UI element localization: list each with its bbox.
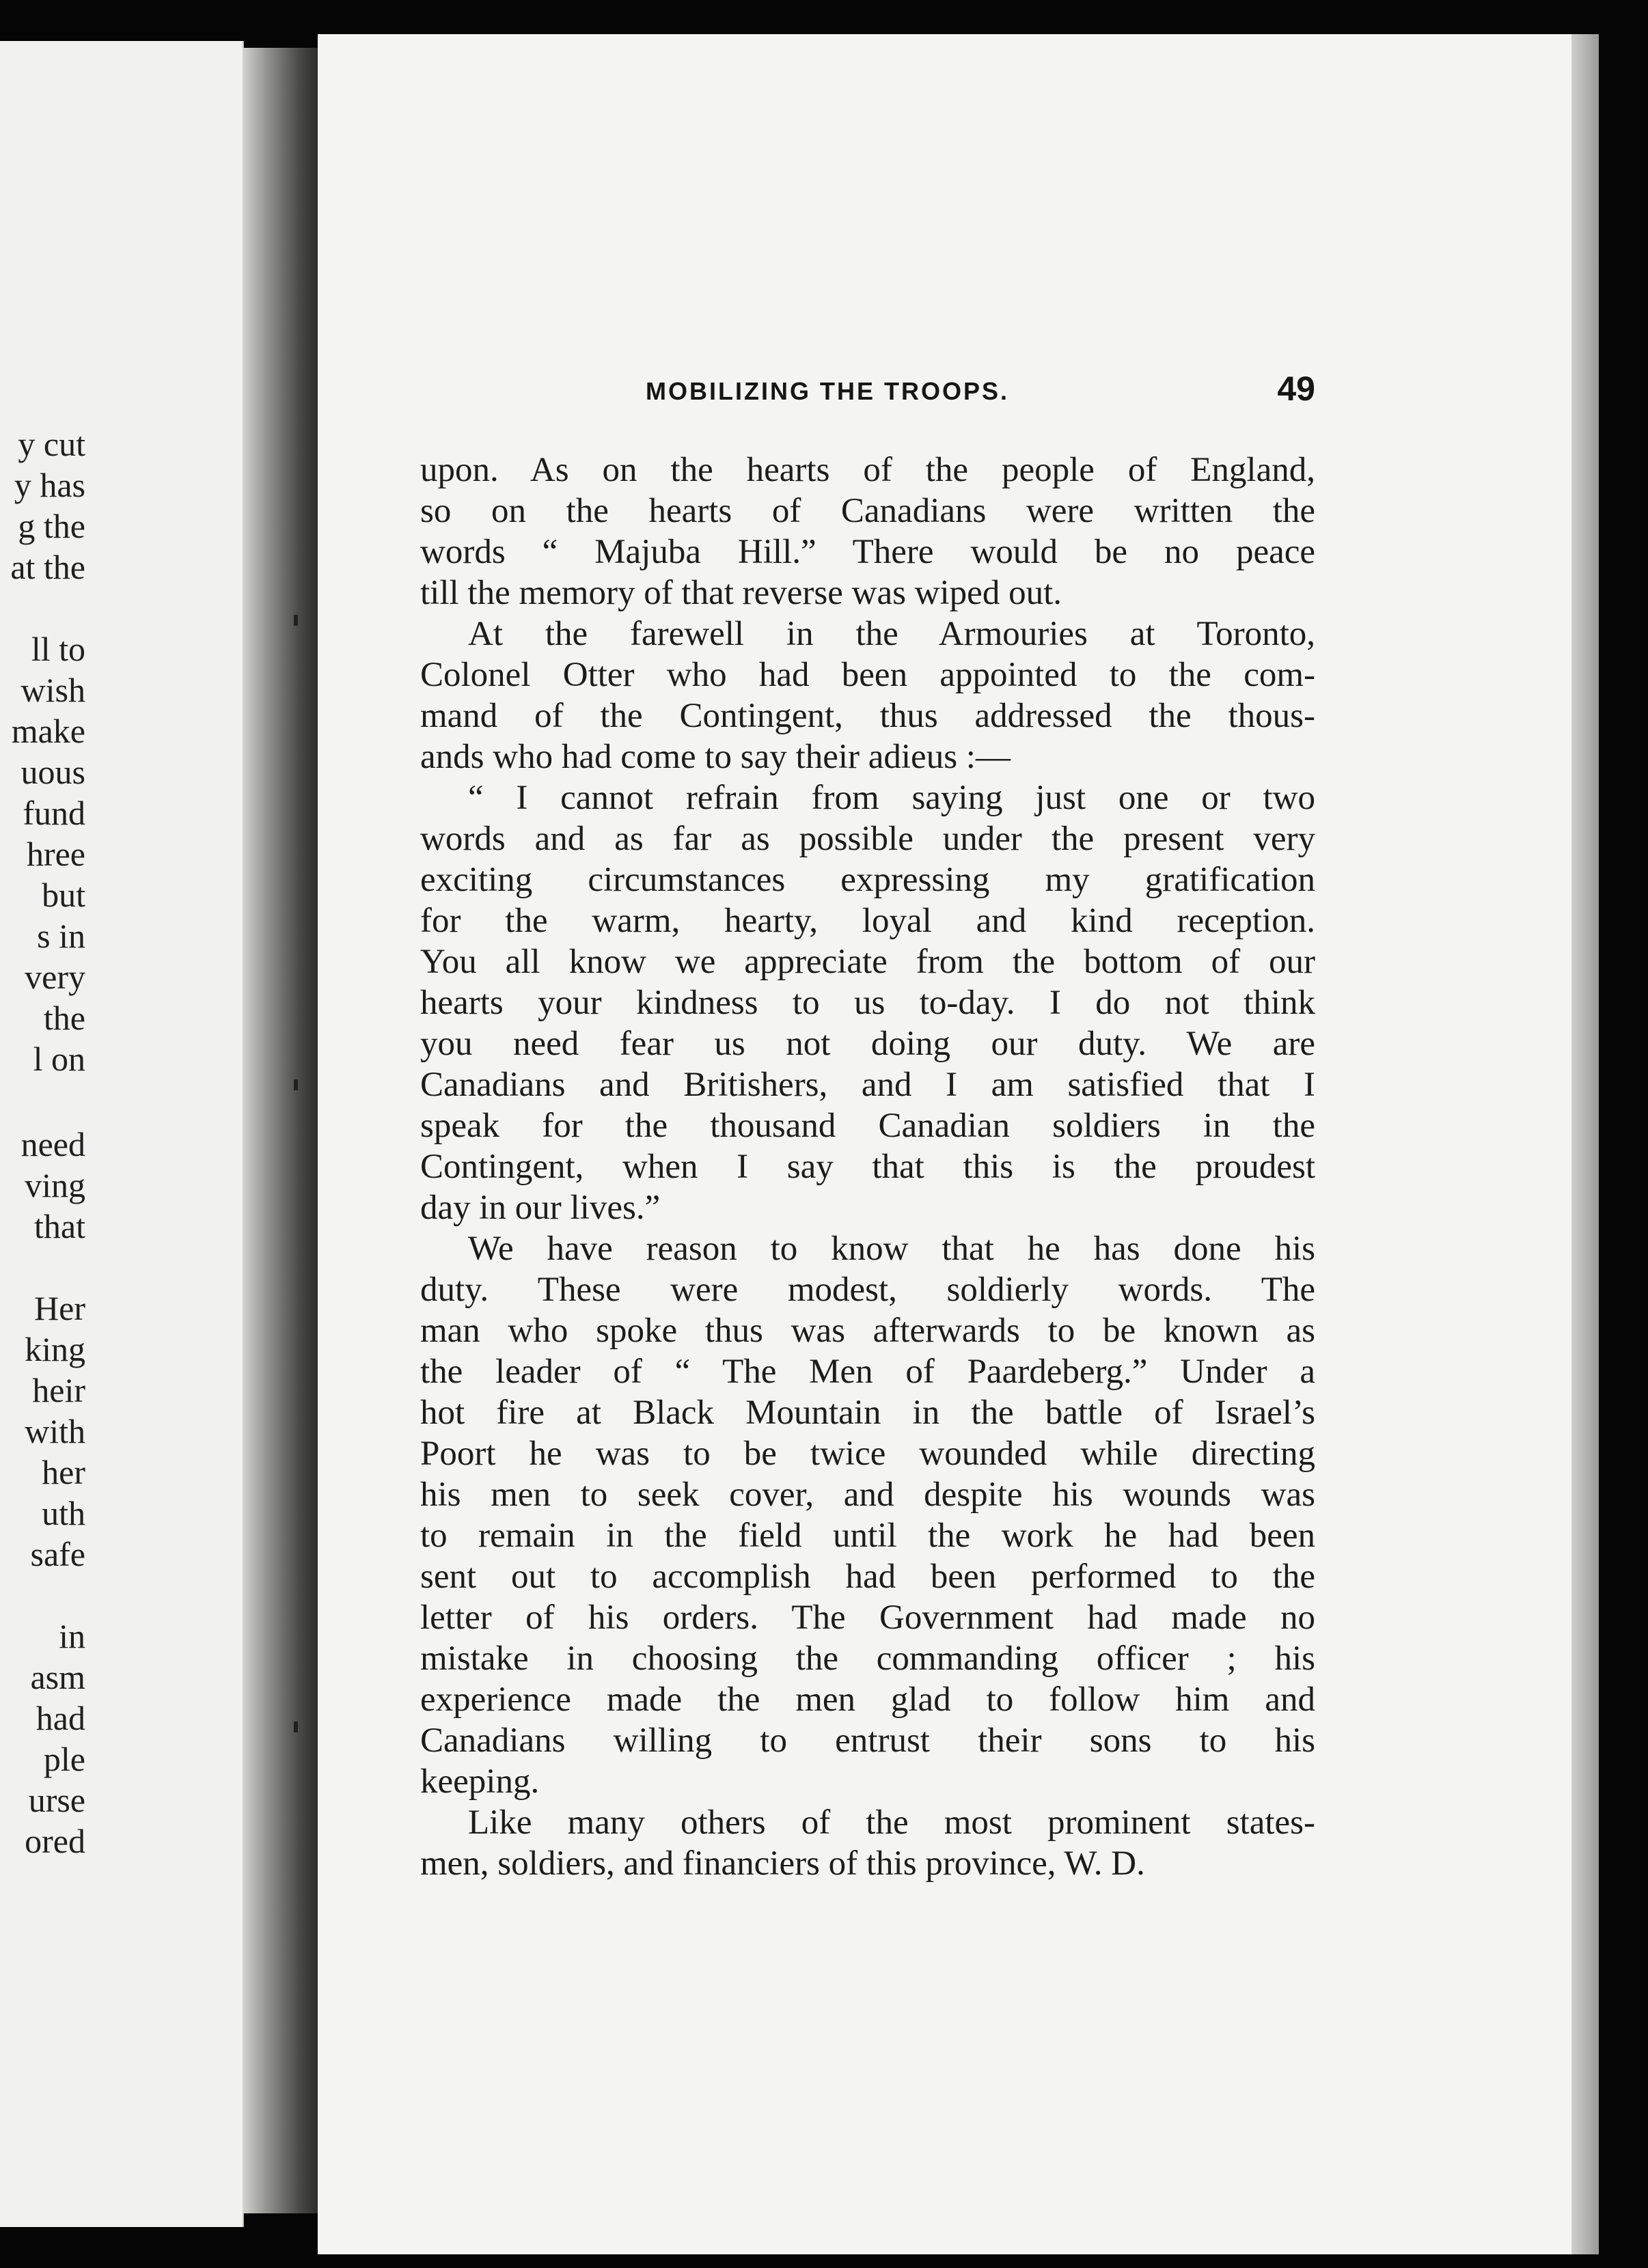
left-page-fragment: Her <box>34 1289 85 1327</box>
text-line: Colonel Otter who had been appointed to the com- <box>420 656 1315 694</box>
text-line: ands who had come to say their adieus :— <box>420 738 1011 776</box>
left-page-fragment: ple <box>43 1740 85 1778</box>
text-line: keeping. <box>420 1762 540 1801</box>
left-page-fragment: that <box>34 1207 85 1245</box>
left-page-fragment: y cut <box>18 425 85 463</box>
text-line: experience made the men glad to follow him and <box>420 1681 1315 1719</box>
left-page-fragment: uth <box>42 1494 85 1532</box>
paragraph <box>420 777 1315 1228</box>
text-line: day in our lives.” <box>420 1189 661 1227</box>
text-line: to remain in the field until the work he had been <box>420 1517 1315 1555</box>
text-line: Contingent, when I say that this is the proudest <box>420 1148 1315 1186</box>
text-line: man who spoke thus was afterwards to be known as <box>420 1312 1315 1350</box>
left-page-fragment: ll to <box>31 630 85 668</box>
left-page-fragment: hree <box>26 835 85 873</box>
left-page-fragment: need <box>20 1125 85 1163</box>
left-page-fragment: fund <box>23 794 85 832</box>
left-page-fragment: the <box>43 999 85 1037</box>
text-line: till the memory of that reverse was wiped out. <box>420 574 1062 612</box>
text-line: words and as far as possible under the present very <box>420 820 1315 858</box>
text-line: so on the hearts of Canadians were written the <box>420 492 1315 530</box>
left-page-fragment: ving <box>25 1166 85 1204</box>
text-line: mand of the Contingent, thus addressed the thous- <box>420 697 1315 735</box>
text-line: hot fire at Black Mountain in the battle of Israel’s <box>420 1394 1315 1432</box>
text-line: You all know we appreciate from the bottom of our <box>420 943 1315 981</box>
text-line: Canadians and Britishers, and I am satisfied that I <box>420 1066 1315 1104</box>
text-line: letter of his orders. The Government had made no <box>420 1599 1315 1637</box>
text-line: speak for the thousand Canadian soldiers in the <box>420 1107 1315 1145</box>
page-edge <box>1571 34 1599 2254</box>
left-page-fragment: with <box>25 1412 85 1450</box>
text-line: men, soldiers, and financiers of this province, W. D. <box>420 1844 1145 1883</box>
left-page-fragment: heir <box>32 1371 85 1409</box>
running-head <box>304 369 1315 410</box>
left-facing-page <box>0 41 244 2227</box>
left-page-fragment: safe <box>30 1535 85 1573</box>
gutter-mark <box>294 1079 298 1090</box>
left-page-fragment: at the <box>10 548 85 586</box>
left-page-fragment: l on <box>33 1040 85 1078</box>
text-line: duty. These were modest, soldierly words. The <box>420 1271 1315 1309</box>
running-title: MOBILIZING THE TROOPS. <box>646 377 1009 405</box>
left-page-fragment: king <box>25 1330 85 1368</box>
text-line: Poort he was to be twice wounded while directing <box>420 1435 1315 1473</box>
text-line: exciting circumstances expressing my gratification <box>420 861 1315 899</box>
left-page-fragment: make <box>11 712 85 750</box>
text-line: sent out to accomplish had been performed to the <box>420 1558 1315 1596</box>
gutter-mark <box>294 615 298 626</box>
left-page-fragment: ored <box>25 1822 85 1860</box>
body-text <box>420 450 1315 1884</box>
paragraph <box>420 450 1315 613</box>
paragraph <box>420 1228 1315 1802</box>
left-page-fragment: uous <box>20 753 85 791</box>
paragraph <box>420 613 1315 777</box>
text-line: At the farewell in the Armouries at Toronto, <box>468 615 1315 653</box>
left-page-fragment: her <box>42 1453 85 1491</box>
text-line: Canadians willing to entrust their sons to his <box>420 1721 1315 1760</box>
text-line: mistake in choosing the commanding officer ; his <box>420 1640 1315 1678</box>
text-line: We have reason to know that he has done his <box>468 1230 1315 1268</box>
page-number: 49 <box>1277 370 1315 408</box>
text-line: upon. As on the hearts of the people of England, <box>420 451 1315 489</box>
left-page-fragment: very <box>25 958 85 996</box>
left-page-fragment: y has <box>14 466 85 504</box>
left-page-fragment: had <box>36 1699 85 1737</box>
text-line: you need fear us not doing our duty. We are <box>420 1025 1315 1063</box>
text-line: for the warm, hearty, loyal and kind reception. <box>420 902 1315 940</box>
text-line: Like many others of the most prominent states- <box>468 1803 1315 1842</box>
text-line: his men to seek cover, and despite his wounds was <box>420 1476 1315 1514</box>
text-line: hearts your kindness to us to-day. I do not think <box>420 984 1315 1022</box>
left-page-fragment: but <box>42 876 85 914</box>
gutter-mark <box>294 1721 298 1732</box>
text-line: “ I cannot refrain from saying just one or two <box>468 779 1315 817</box>
left-page-fragment: in <box>59 1617 85 1655</box>
left-page-fragment: urse <box>28 1781 85 1819</box>
left-page-fragment: s in <box>37 917 85 955</box>
left-page-fragment: asm <box>30 1658 85 1696</box>
paragraph <box>420 1802 1315 1884</box>
left-page-fragment: g the <box>18 507 85 545</box>
left-page-text-fragments <box>0 41 85 2227</box>
left-page-fragment: wish <box>20 671 85 709</box>
text-line: words “ Majuba Hill.” There would be no peace <box>420 533 1315 571</box>
text-line: the leader of “ The Men of Paardeberg.” Under a <box>420 1353 1315 1391</box>
